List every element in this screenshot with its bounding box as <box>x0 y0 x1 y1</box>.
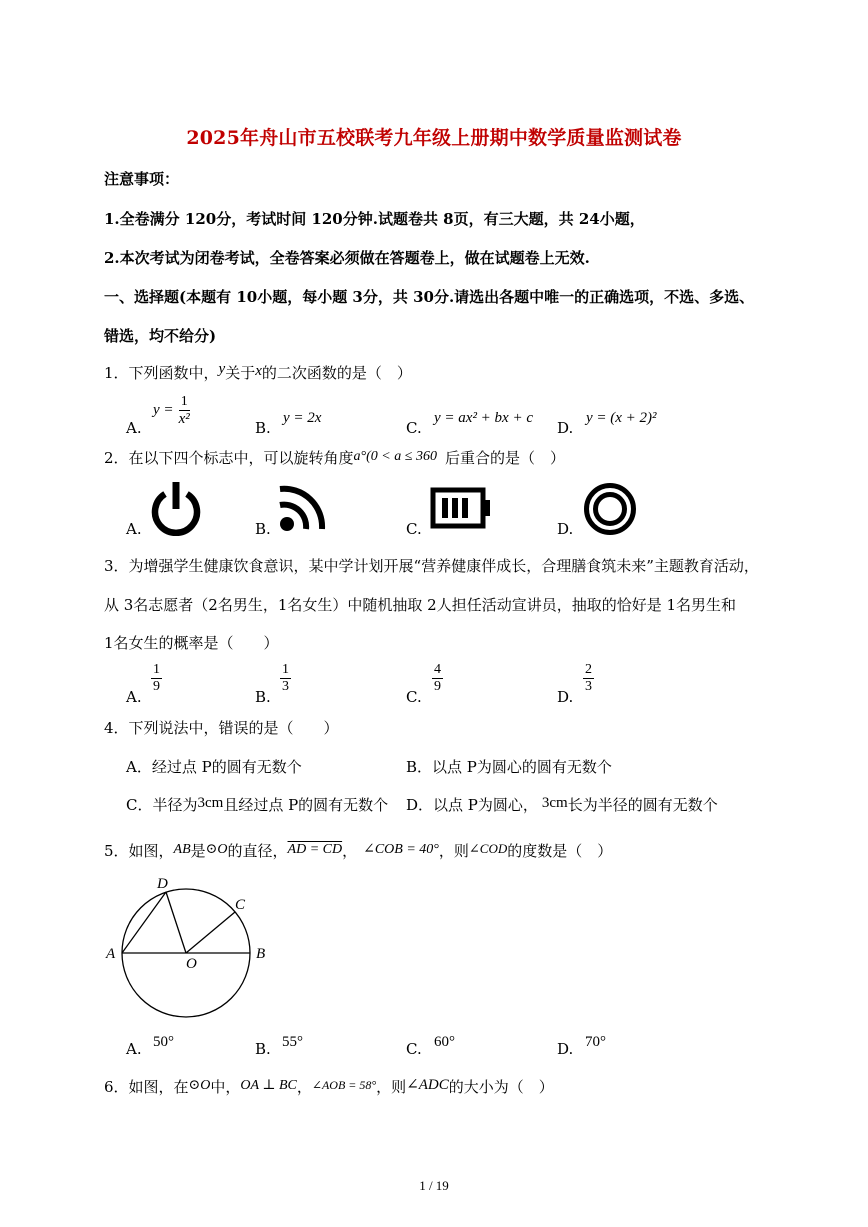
q1-stem-b: 关于 <box>225 364 256 382</box>
q3-label-c: C. <box>406 688 422 706</box>
q1-a-num: 1 <box>179 394 190 411</box>
q2-label-d: D. <box>557 520 574 538</box>
q1-option-b: y = 2x <box>283 410 322 426</box>
q4-d-b: 长为半径的圆有无数个 <box>567 796 718 814</box>
q1-stem-a: 1．下列函数中， <box>104 364 219 382</box>
q3-a-den: 9 <box>153 679 160 694</box>
section-heading-line1: 一、选择题(本题有 10小题，每小题 3分，共 30分.请选出各题中唯一的正确选项，不选、多选、 <box>104 288 755 306</box>
radius-od <box>166 892 186 953</box>
q6-circle-o: ⊙O <box>188 1078 211 1093</box>
q6-angle-aob: ∠AOB = 58° <box>311 1078 377 1092</box>
q6-angle-adc: ∠ADC <box>406 1077 449 1093</box>
q5-circle-o: ⊙O <box>205 842 228 857</box>
point-c-label: C <box>235 897 246 913</box>
q3-line2: 从 3名志愿者（2名男生，1名女生）中随机抽取 2人担任活动宣讲员，抽取的恰好是 1名男生和 <box>104 596 737 614</box>
q1-option-c: y = ax² + bx + c <box>434 410 533 426</box>
q1-label-a: A. <box>126 419 142 437</box>
q3-option-a <box>151 662 162 695</box>
q3-line1: 3．为增强学生健康饮食意识，某中学计划开展“营养健康伴成长，合理膳食筑未来”主题教育活动， <box>104 557 759 575</box>
q3-b-den: 3 <box>282 679 289 694</box>
q6-stem-a: 6．如图，在 <box>104 1078 189 1096</box>
q3-line3: 1名女生的概率是（ ） <box>104 634 279 652</box>
q3-d-den: 3 <box>585 679 592 694</box>
q1-a-lhs: y = <box>153 402 174 418</box>
q2-label-a: A. <box>126 520 142 538</box>
q6-perpendicular: OA ⊥ BC <box>240 1078 297 1093</box>
q4-c-b: 且经过点 P的圆有无数个 <box>223 796 389 814</box>
q2-stem-b: 后重合的是（ ） <box>444 449 565 467</box>
q2-stem-a: 2．在以下四个标志中，可以旋转角度 <box>104 449 354 467</box>
page-title: 2025年舟山市五校联考九年级上册期中数学质量监测试卷 <box>186 127 682 149</box>
wifi-signal-icon <box>276 483 330 533</box>
q5-stem-a: 5．如图， <box>104 842 174 860</box>
q6-stem-d: 的大小为（ ） <box>448 1078 554 1096</box>
q1-a-den: x² <box>178 411 190 427</box>
q5-option-a: 50° <box>153 1034 174 1050</box>
point-o-label: O <box>186 956 197 972</box>
q4-option-b: B．以点 P为圆心的圆有无数个 <box>406 758 612 776</box>
q5-option-b: 55° <box>282 1034 303 1050</box>
q4-c-unit: 3cm <box>197 795 224 811</box>
notice-heading: 注意事项： <box>104 170 180 188</box>
point-d-label: D <box>157 876 168 892</box>
q1-stem-c: 的二次函数的是（ ） <box>261 364 412 382</box>
q1-var-y: y <box>218 361 226 377</box>
q4-option-a: A．经过点 P的圆有无数个 <box>126 758 302 776</box>
q6-stem-c: ，则 <box>376 1078 407 1096</box>
q1-label-c: C. <box>406 419 422 437</box>
q1-var-x: x <box>255 363 262 379</box>
page-number: 1 / 19 <box>419 1178 449 1193</box>
q4-c-a: C．半径为 <box>126 796 198 814</box>
q4-stem: 4．下列说法中，错误的是（ ） <box>104 719 339 737</box>
q5-label-d: D. <box>557 1040 574 1058</box>
q5-option-c: 60° <box>434 1034 455 1050</box>
q2-label-c: C. <box>406 520 422 538</box>
q3-b-num: 1 <box>282 662 289 677</box>
q3-option-d <box>583 662 594 695</box>
q5-stem-b: 是 <box>190 842 206 860</box>
q3-c-num: 4 <box>434 662 441 677</box>
q1-a-fraction <box>179 394 190 427</box>
point-b-label: B <box>256 946 266 962</box>
q6-stem <box>104 1076 554 1097</box>
q2-stem <box>104 447 565 468</box>
q1-option-d: y = (x + 2)² <box>586 410 657 426</box>
q1-stem <box>104 362 412 383</box>
notice-1: 1.全卷满分 120分，考试时间 120分钟.试题卷共 8页，有三大题，共 24小题， <box>104 210 645 228</box>
radius-oc <box>186 912 235 953</box>
q3-label-b: B. <box>255 688 271 706</box>
notice-2: 2.本次考试为闭卷考试，全卷答案必须做在答题卷上，做在试题卷上无效. <box>104 249 590 267</box>
q4-option-d <box>406 794 718 815</box>
q4-d-a: D．以点 P为圆心， <box>406 796 538 814</box>
q3-option-c <box>432 662 443 695</box>
q5-sep: ， <box>342 842 358 860</box>
q6-stem-b: 中， <box>210 1078 241 1096</box>
q5-option-d: 70° <box>585 1034 606 1050</box>
q5-ab: AB <box>173 842 191 857</box>
q3-label-a: A. <box>126 688 142 706</box>
point-a-label: A <box>106 946 116 962</box>
q3-d-num: 2 <box>585 662 592 677</box>
double-ring-icon <box>582 481 638 537</box>
q5-stem-d: ，则 <box>438 842 469 860</box>
q5-stem-e: 的度数是（ ） <box>507 842 613 860</box>
q4-d-unit: 3cm <box>541 795 568 811</box>
q3-label-d: D. <box>557 688 574 706</box>
q5-angle-cod: ∠COD <box>468 841 508 856</box>
q4-option-c <box>126 794 388 815</box>
q1-label-b: B. <box>255 419 271 437</box>
power-icon <box>148 480 204 536</box>
q5-label-b: B. <box>255 1040 271 1058</box>
q2-condition: a°(0 < a ≤ 360 <box>353 449 437 464</box>
q2-label-b: B. <box>255 520 271 538</box>
q5-label-a: A. <box>126 1040 142 1058</box>
q5-angle-cob: ∠COB = 40° <box>363 842 439 857</box>
q1-label-d: D. <box>557 419 574 437</box>
q3-c-den: 9 <box>434 679 441 694</box>
q5-arc-equality: AD = CD <box>287 842 343 857</box>
q1-option-a <box>153 394 190 427</box>
q5-circle-figure <box>100 870 280 1030</box>
q3-a-num: 1 <box>153 662 160 677</box>
battery-icon <box>430 487 492 529</box>
q5-stem <box>104 840 612 861</box>
section-heading-line2: 错选，均不给分) <box>104 327 217 345</box>
q3-option-b <box>280 662 291 695</box>
chord-ad <box>122 892 166 953</box>
q5-label-c: C. <box>406 1040 422 1058</box>
q5-stem-c: 的直径， <box>227 842 288 860</box>
q6-sep: ， <box>296 1078 312 1096</box>
